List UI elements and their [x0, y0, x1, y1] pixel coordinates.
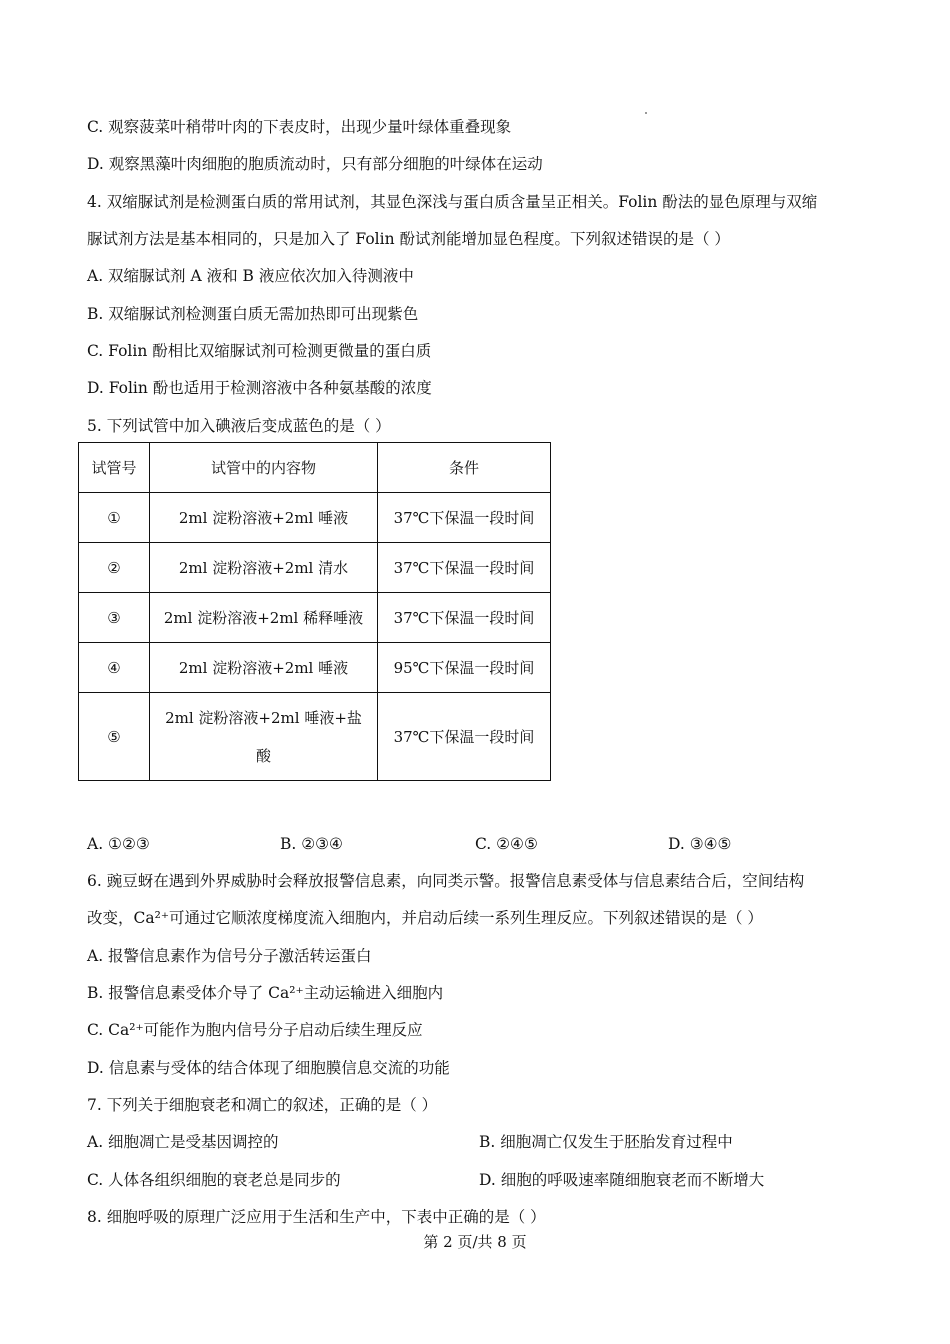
q4-option-b: B. 双缩脲试剂检测蛋白质无需加热即可出现紫色 [87, 305, 419, 323]
tube-contents: 2ml 淀粉溶液+2ml 稀释唾液 [150, 593, 378, 643]
table-row [79, 593, 551, 643]
q5-option-a: A. ①②③ [87, 835, 150, 853]
q7-option-c: C. 人体各组织细胞的衰老总是同步的 [87, 1171, 341, 1189]
q6-option-c: C. Ca²⁺可能作为胞内信号分子启动后续生理反应 [87, 1021, 423, 1039]
header-condition: 条件 [378, 443, 551, 493]
tube-contents-line1: 2ml 淀粉溶液+2ml 唾液+盐 [165, 708, 362, 727]
table-header-row [79, 443, 551, 493]
scan-mark [645, 112, 647, 114]
q6-option-a: A. 报警信息素作为信号分子激活转运蛋白 [87, 947, 372, 965]
q5-option-c: C. ②④⑤ [475, 835, 538, 853]
tube-no: ⑤ [79, 693, 150, 781]
q5-option-d: D. ③④⑤ [668, 835, 732, 853]
header-contents: 试管中的内容物 [150, 443, 378, 493]
tube-condition: 37℃下保温一段时间 [378, 493, 551, 543]
tube-condition: 37℃下保温一段时间 [378, 593, 551, 643]
tube-contents: 2ml 淀粉溶液+2ml 唾液 [150, 493, 378, 543]
header-tube-no: 试管号 [79, 443, 150, 493]
q6-stem-line2: 改变，Ca²⁺可通过它顺浓度梯度流入细胞内，并启动后续一系列生理反应。下列叙述错误的是（ ） [87, 909, 763, 927]
tube-condition: 37℃下保温一段时间 [378, 543, 551, 593]
table-row [79, 643, 551, 693]
tube-condition: 37℃下保温一段时间 [378, 693, 551, 781]
q7-stem: 7. 下列关于细胞衰老和凋亡的叙述，正确的是（ ） [87, 1096, 438, 1114]
tube-contents: 2ml 淀粉溶液+2ml 唾液 [150, 643, 378, 693]
tube-contents [150, 693, 378, 781]
q6-option-b: B. 报警信息素受体介导了 Ca²⁺主动运输进入细胞内 [87, 984, 444, 1002]
tube-no: ① [79, 493, 150, 543]
q8-stem: 8. 细胞呼吸的原理广泛应用于生活和生产中，下表中正确的是（ ） [87, 1208, 546, 1226]
table-row [79, 543, 551, 593]
q5-experiment-table [78, 442, 551, 781]
tube-no: ④ [79, 643, 150, 693]
table-row [79, 693, 551, 781]
q4-option-c: C. Folin 酚相比双缩脲试剂可检测更微量的蛋白质 [87, 342, 432, 360]
q4-option-a: A. 双缩脲试剂 A 液和 B 液应依次加入待测液中 [87, 267, 414, 285]
page-footer: 第 2 页/共 8 页 [423, 1233, 527, 1251]
q4-option-d: D. Folin 酚也适用于检测溶液中各种氨基酸的浓度 [87, 379, 432, 397]
table-row [79, 493, 551, 543]
q3-option-d: D. 观察黑藻叶肉细胞的胞质流动时，只有部分细胞的叶绿体在运动 [87, 155, 543, 173]
tube-condition: 95℃下保温一段时间 [378, 643, 551, 693]
q5-stem: 5. 下列试管中加入碘液后变成蓝色的是（ ） [87, 417, 391, 435]
tube-contents: 2ml 淀粉溶液+2ml 清水 [150, 543, 378, 593]
tube-no: ③ [79, 593, 150, 643]
q5-option-b: B. ②③④ [280, 835, 343, 853]
q3-option-c: C. 观察菠菜叶稍带叶肉的下表皮时，出现少量叶绿体重叠现象 [87, 118, 512, 136]
q4-stem-line1: 4. 双缩脲试剂是检测蛋白质的常用试剂，其显色深浅与蛋白质含量呈正相关。Folin 酚法的显色原理与双缩 [87, 193, 818, 211]
q7-option-a: A. 细胞凋亡是受基因调控的 [87, 1133, 279, 1151]
q6-option-d: D. 信息素与受体的结合体现了细胞膜信息交流的功能 [87, 1059, 450, 1077]
q7-option-d: D. 细胞的呼吸速率随细胞衰老而不断增大 [479, 1171, 765, 1189]
q4-stem-line2: 脲试剂方法是基本相同的，只是加入了 Folin 酚试剂能增加显色程度。下列叙述错误的是（ ） [87, 230, 730, 248]
q6-stem-line1: 6. 豌豆蚜在遇到外界威胁时会释放报警信息素，向同类示警。报警信息素受体与信息素结合后，空间结构 [87, 872, 805, 890]
tube-contents-line2: 酸 [255, 746, 271, 765]
tube-no: ② [79, 543, 150, 593]
q7-option-b: B. 细胞凋亡仅发生于胚胎发育过程中 [479, 1133, 733, 1151]
